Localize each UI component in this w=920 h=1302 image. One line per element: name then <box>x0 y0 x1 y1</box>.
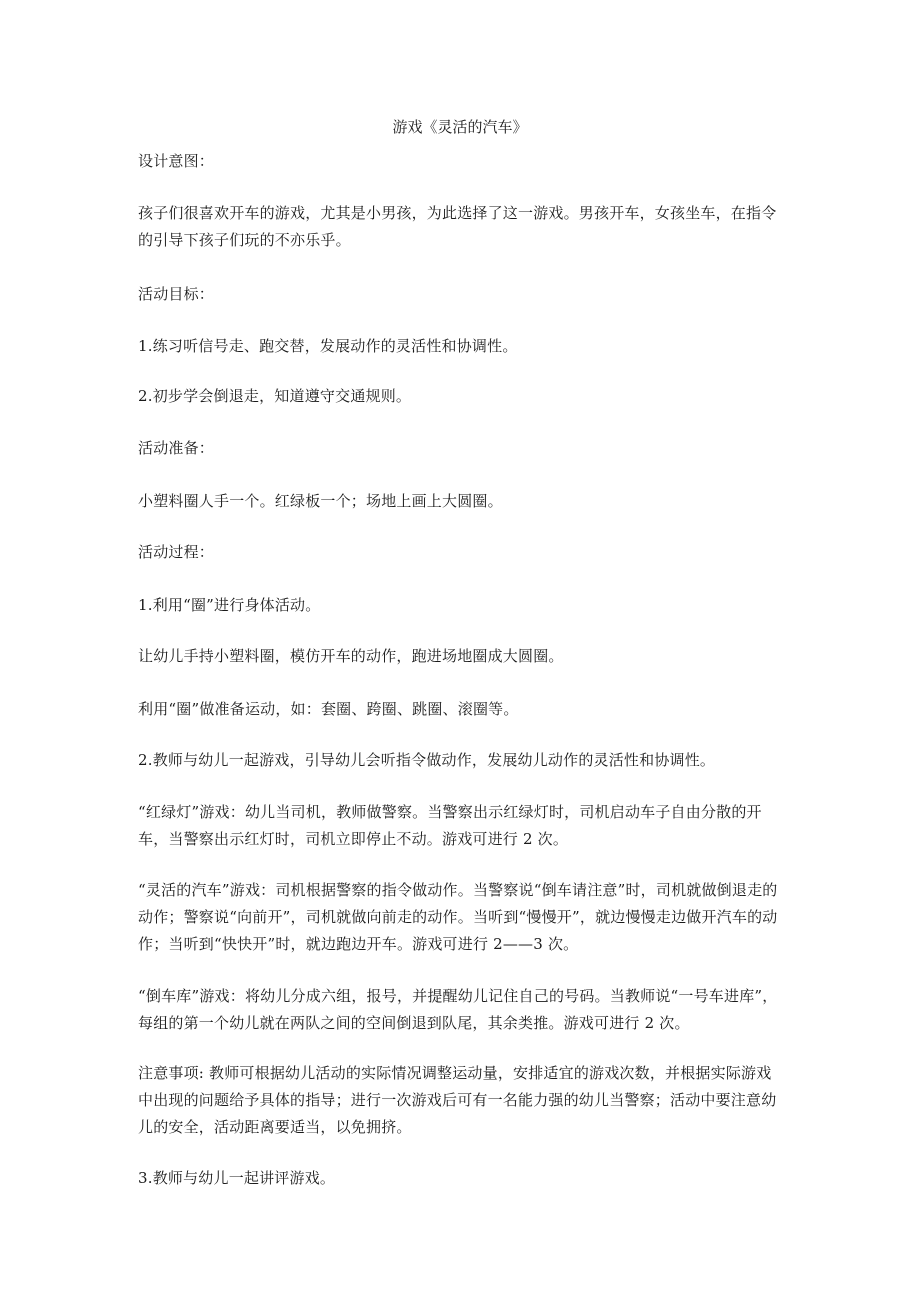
process-heading: 活动过程： <box>138 543 215 561</box>
process-step-1b: 利用“圈”做准备运动，如：套圈、跨圈、跳圈、滚圈等。 <box>138 700 519 718</box>
goal-item-1: 1.练习听信号走、跑交替，发展动作的灵活性和协调性。 <box>138 337 518 355</box>
prep-heading: 活动准备： <box>138 439 215 457</box>
process-step-2: 2.教师与幼儿一起游戏，引导幼儿会听指令做动作，发展幼儿动作的灵活性和协调性。 <box>138 751 716 769</box>
goal-item-2: 2.初步学会倒退走，知道遵守交通规则。 <box>138 387 412 405</box>
game-traffic-light: “红绿灯”游戏：幼儿当司机，教师做警察。当警察出示红绿灯时，司机启动车子自由分散的开车，当警察出示红灯时，司机立即停止不动。游戏可进行 2 次。 <box>138 803 762 848</box>
design-paragraph: 孩子们很喜欢开车的游戏，尤其是小男孩，为此选择了这一游戏。男孩开车，女孩坐车，在指令的引导下孩子们玩的不亦乐乎。 <box>138 204 777 249</box>
game-reverse-garage: “倒车库”游戏：将幼儿分成六组，报号，并提醒幼儿记住自己的号码。当教师说“一号车进库”，每组的第一个幼儿就在两队之间的空间倒退到队尾，其余类推。游戏可进行 2 次。 <box>138 987 778 1032</box>
prep-paragraph: 小塑料圈人手一个。红绿板一个；场地上画上大圆圈。 <box>138 492 503 510</box>
notes-paragraph: 注意事项: 教师可根据幼儿活动的实际情况调整运动量，安排适宜的游戏次数，并根据实际游戏中出现的问题给予具体的指导；进行一次游戏后可有一名能力强的幼儿当警察；活动中要注意幼儿的安全，活动距离要适当，以免拥挤。 <box>138 1064 777 1136</box>
game-flexible-car: “灵活的汽车”游戏：司机根据警察的指令做动作。当警察说“倒车请注意”时，司机就做倒退走的动作；警察说“向前开”，司机就做向前走的动作。当听到“慢慢开”，就边慢慢走边做开汽车的动作；当听到“快快开”时，就边跑边开车。游戏可进行 2——3 次。 <box>138 881 778 953</box>
goals-heading: 活动目标： <box>138 285 215 303</box>
process-step-1a: 让幼儿手持小塑料圈，模仿开车的动作，跑进场地圈成大圆圈。 <box>138 647 564 665</box>
design-heading: 设计意图： <box>138 152 215 170</box>
document-title: 游戏《灵活的汽车》 <box>392 118 528 136</box>
process-step-1: 1.利用“圈”进行身体活动。 <box>138 596 321 614</box>
process-step-3: 3.教师与幼儿一起讲评游戏。 <box>138 1169 336 1187</box>
